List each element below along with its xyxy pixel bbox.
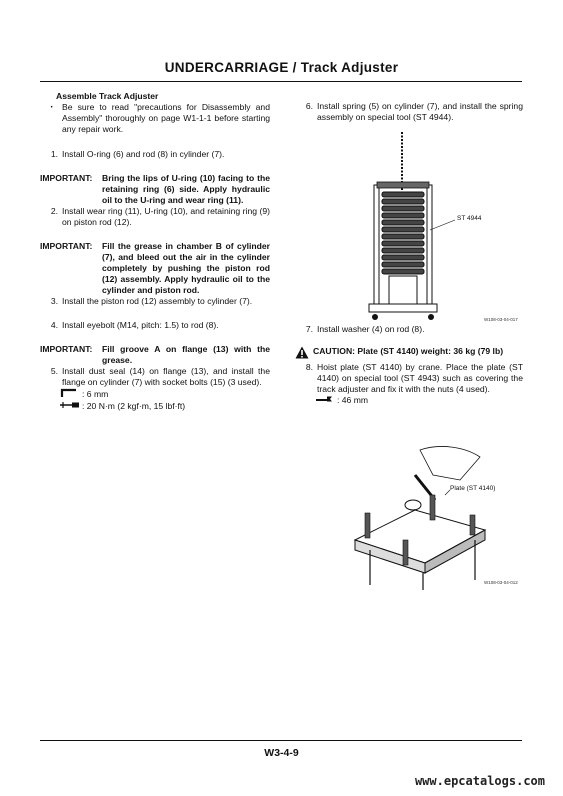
caution-block: CAUTION: Plate (ST 4140) weight: 36 kg (79 lb): [295, 346, 523, 362]
plate-tool-illustration: [335, 445, 525, 590]
figure-plate-assembly: [335, 445, 525, 590]
bullet-text: Be sure to read "precautions for Disassembly and Assembly" thoroughly on page W1-1-1 before starting any repair work.: [62, 102, 270, 134]
figure-2-label: Plate (ST 4140): [450, 485, 496, 492]
step-3: 3. Install the piston rod (12) assembly to cylinder (7).: [50, 296, 253, 306]
hex-wrench-icon: [60, 388, 82, 401]
precaution-bullet: [40, 102, 270, 135]
spec-wrench: : 46 mm: [315, 395, 523, 406]
important-1: IMPORTANT: Bring the lips of U-ring (10) facing to the retaining ring (6) side. Apply hydraulic oil to the U-ring and wear ring (11).: [40, 173, 270, 205]
step-6: 6. Install spring (5) on cylinder (7), and install the spring assembly on special tool (ST 4944).: [305, 101, 523, 122]
page-title: UNDERCARRIAGE / Track Adjuster: [164, 60, 399, 75]
spec-hex: : 6 mm: [60, 388, 270, 401]
spring-tool-illustration: [355, 130, 495, 330]
warning-triangle-icon: [295, 346, 313, 362]
right-column: [295, 101, 523, 123]
figure-spring-assembly: [355, 130, 495, 330]
torque-wrench-icon: [60, 401, 82, 412]
page-number: W3-4-9: [264, 747, 299, 759]
important-2: IMPORTANT: Fill the grease in chamber B of cylinder (7), and bleed out the air in the cylinder completely by pushing the piston rod (12) assembly. Apply hydraulic oil to the cylinder and piston rod.: [40, 241, 270, 295]
figure-1-label: ST 4944: [457, 215, 482, 222]
figure-1-code: W108-03-04-017: [484, 317, 518, 322]
bullet-mark: ・: [47, 102, 56, 112]
wrench-icon: [315, 395, 337, 406]
watermark-text: www.epcatalogs.com: [414, 774, 545, 788]
step-8: 8. Hoist plate (ST 4140) by crane. Place the plate (ST 4140) on special tool (ST 4943) such as covering the track adjuster and fix it with the nuts (4 used).: [305, 362, 523, 394]
figure-2-code: W108-03-04-012: [484, 580, 518, 585]
important-3: IMPORTANT: Fill groove A on flange (13) with the grease.: [40, 344, 270, 365]
step-4: 4. Install eyebolt (M14, pitch: 1.5) to rod (8).: [50, 320, 219, 330]
section-title: Assemble Track Adjuster: [56, 91, 159, 101]
step-1: 1. Install O-ring (6) and rod (8) in cylinder (7).: [50, 149, 225, 159]
header-rule: [40, 81, 522, 82]
left-column: [40, 91, 270, 412]
footer-rule: [40, 740, 522, 741]
step-5: 5. Install dust seal (14) on flange (13), and install the flange on cylinder (7) with socket bolts (15) (3 used).: [50, 366, 270, 387]
step-7: 7. Install washer (4) on rod (8).: [305, 324, 425, 334]
spec-torque: : 20 N·m (2 kgf·m, 15 lbf·ft): [60, 401, 270, 412]
step-2: 2. Install wear ring (11), U-ring (10), and retaining ring (9) on piston rod (12).: [50, 206, 270, 227]
right-column-2: [295, 324, 523, 406]
